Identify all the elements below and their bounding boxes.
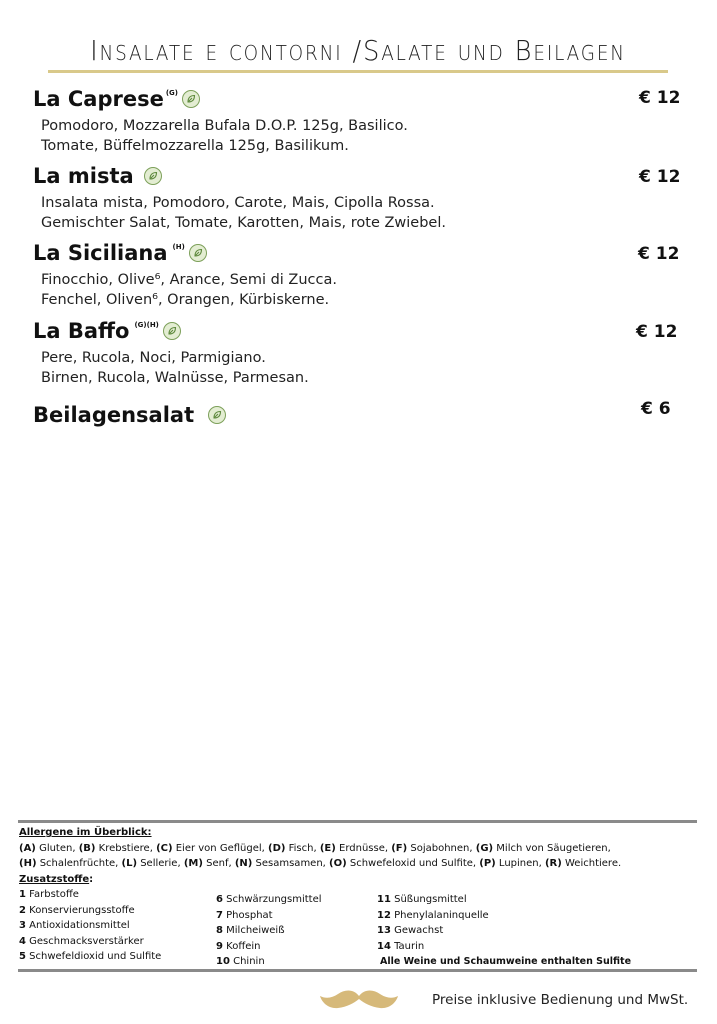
additive-row: [19, 918, 161, 934]
item-name: La Caprese: [33, 87, 164, 111]
item-desc-it: Pere, Rucola, Noci, Parmigiano.: [41, 350, 266, 366]
allergen-label: Sesamsamen,: [252, 858, 330, 869]
allergen-marker: (H): [172, 243, 185, 251]
additive-row: [377, 939, 631, 955]
additive-number: 13: [377, 925, 391, 936]
allergen-label: Fisch,: [285, 842, 320, 854]
additive-number: 7: [216, 909, 223, 921]
legend-bottom-rule: [18, 969, 697, 972]
menu-item-siciliana: [33, 240, 683, 310]
additive-number: 11: [377, 894, 391, 905]
item-name: La Siciliana: [33, 241, 168, 265]
additive-row: [19, 903, 161, 919]
additive-number: 1: [19, 889, 26, 900]
menu-item-mista: [33, 163, 683, 233]
additive-label: Schwefeldioxid und Sulfite: [25, 951, 162, 962]
allergen-code: (B): [78, 842, 96, 854]
additive-label: Geschmacksverstärker: [25, 935, 144, 947]
additive-label: Farbstoffe: [25, 889, 79, 900]
allergen-heading: Allergene im Überblick:: [19, 827, 152, 838]
additives-heading-row: [19, 872, 621, 888]
title-underline: [48, 70, 668, 73]
additive-number: 9: [216, 940, 223, 952]
allergen-label: Eier von Geflügel,: [172, 842, 268, 854]
allergen-label: Sojabohnen,: [407, 842, 476, 854]
item-desc-de: Birnen, Rucola, Walnüsse, Parmesan.: [41, 370, 309, 386]
allergen-code: (E): [319, 842, 336, 854]
vegetarian-leaf-icon: [182, 90, 200, 108]
item-desc-it: Finocchio, Olive⁶, Arance, Semi di Zucca.: [41, 272, 337, 288]
vegetarian-leaf-icon: [163, 322, 181, 340]
additive-row: [216, 923, 322, 939]
item-desc-de: Fenchel, Oliven⁶, Orangen, Kürbiskerne.: [41, 292, 330, 308]
allergen-code: (A): [19, 842, 36, 854]
additive-row: [216, 939, 322, 955]
item-price: € 12: [636, 322, 678, 342]
item-name: La mista: [33, 164, 134, 188]
additive-label: Gewachst: [390, 925, 444, 936]
allergen-marker: (G)(H): [134, 321, 159, 329]
additive-number: 4: [19, 935, 26, 947]
allergen-label: Sellerie,: [137, 858, 184, 869]
legend-top-rule: [18, 820, 697, 823]
additive-number: 3: [19, 920, 26, 931]
allergen-code: (R): [544, 858, 562, 869]
allergen-label: Schwefeloxid und Sulfite,: [346, 858, 480, 869]
additive-label: Schwärzungsmittel: [222, 894, 322, 905]
additive-number: 14: [377, 940, 391, 952]
item-price: € 12: [639, 167, 681, 187]
allergen-code: (L): [121, 858, 138, 869]
page-title: Insalate e contorni /Salate und Beilagen: [90, 34, 626, 67]
allergen-code: (H): [19, 858, 37, 869]
additive-row: [19, 887, 161, 903]
additive-label: Milcheiweiß: [222, 925, 285, 936]
additives-heading-colon: :: [89, 873, 94, 885]
additive-row: [19, 934, 161, 950]
additive-label: Koffein: [222, 940, 261, 952]
item-name: Beilagensalat: [33, 403, 195, 427]
sulfite-note: Alle Weine und Schaumweine enthalten Sulfite: [380, 956, 632, 967]
additive-label: Chinin: [229, 956, 265, 967]
additive-number: 6: [216, 894, 223, 905]
additive-row: [216, 954, 322, 970]
item-desc-it: Insalata mista, Pomodoro, Carote, Mais, Cipolla Rossa.: [41, 195, 435, 211]
allergen-code: (N): [234, 858, 253, 869]
menu-item-caprese: [33, 86, 683, 156]
menu-item-beilagensalat: [33, 402, 683, 428]
item-desc-it: Pomodoro, Mozzarella Bufala D.O.P. 125g, Basilico.: [41, 118, 408, 134]
additive-label: Antioxidationsmittel: [25, 920, 130, 931]
additive-number: 12: [377, 909, 391, 921]
additives-heading: Zusatzstoffe: [19, 873, 90, 885]
allergen-marker: (G): [165, 89, 178, 97]
allergen-label: Lupinen,: [495, 858, 545, 869]
allergen-line-2: [19, 856, 621, 872]
allergen-legend: [19, 825, 621, 887]
additive-label: Phenylalaninquelle: [390, 909, 489, 921]
additive-number: 10: [216, 956, 230, 967]
additive-number: 5: [19, 951, 26, 962]
additives-column-1: [19, 887, 161, 965]
additive-label: Taurin: [390, 940, 425, 952]
allergen-code: (F): [391, 842, 408, 854]
item-name: La Baffo: [33, 319, 130, 343]
additive-label: Konservierungsstoffe: [25, 904, 135, 916]
additive-row: [377, 923, 631, 939]
additives-column-2: [216, 892, 322, 970]
additive-row: [216, 892, 322, 908]
additive-number: 8: [216, 925, 223, 936]
additive-row: [216, 908, 322, 924]
vegetarian-leaf-icon: [189, 244, 207, 262]
additives-column-3: [377, 892, 631, 970]
item-price: € 12: [639, 88, 681, 108]
additive-row: [377, 908, 631, 924]
allergen-label: Krebstiere,: [95, 842, 157, 854]
allergen-code: (D): [268, 842, 286, 854]
item-desc-de: Gemischter Salat, Tomate, Karotten, Mais, rote Zwiebel.: [41, 215, 446, 231]
additive-row: [19, 949, 161, 965]
allergen-code: (G): [475, 842, 494, 854]
allergen-code: (C): [156, 842, 173, 854]
allergen-label: Gluten,: [35, 842, 79, 854]
additive-label: Süßungsmittel: [390, 894, 467, 905]
item-price: € 12: [638, 244, 680, 264]
allergen-label: Senf,: [202, 858, 235, 869]
allergen-label: Erdnüsse,: [335, 842, 392, 854]
additive-label: Phosphat: [222, 909, 273, 921]
allergen-line-1: [19, 841, 621, 857]
additive-row: [377, 892, 631, 908]
allergen-code: (M): [183, 858, 203, 869]
allergen-code: (O): [329, 858, 347, 869]
vegetarian-leaf-icon: [144, 167, 162, 185]
allergen-label: Weichtiere.: [561, 858, 622, 869]
menu-item-baffo: [33, 318, 683, 388]
mustache-icon: [318, 986, 400, 1018]
item-price: € 6: [641, 399, 671, 419]
price-notice: Preise inklusive Bedienung und MwSt.: [432, 992, 689, 1008]
vegetarian-leaf-icon: [208, 406, 226, 424]
allergen-label: Milch von Säugetieren,: [493, 842, 611, 854]
additive-number: 2: [19, 904, 26, 916]
allergen-code: (P): [479, 858, 496, 869]
allergen-label: Schalenfrüchte,: [36, 858, 122, 869]
item-desc-de: Tomate, Büffelmozzarella 125g, Basilikum.: [41, 138, 349, 154]
